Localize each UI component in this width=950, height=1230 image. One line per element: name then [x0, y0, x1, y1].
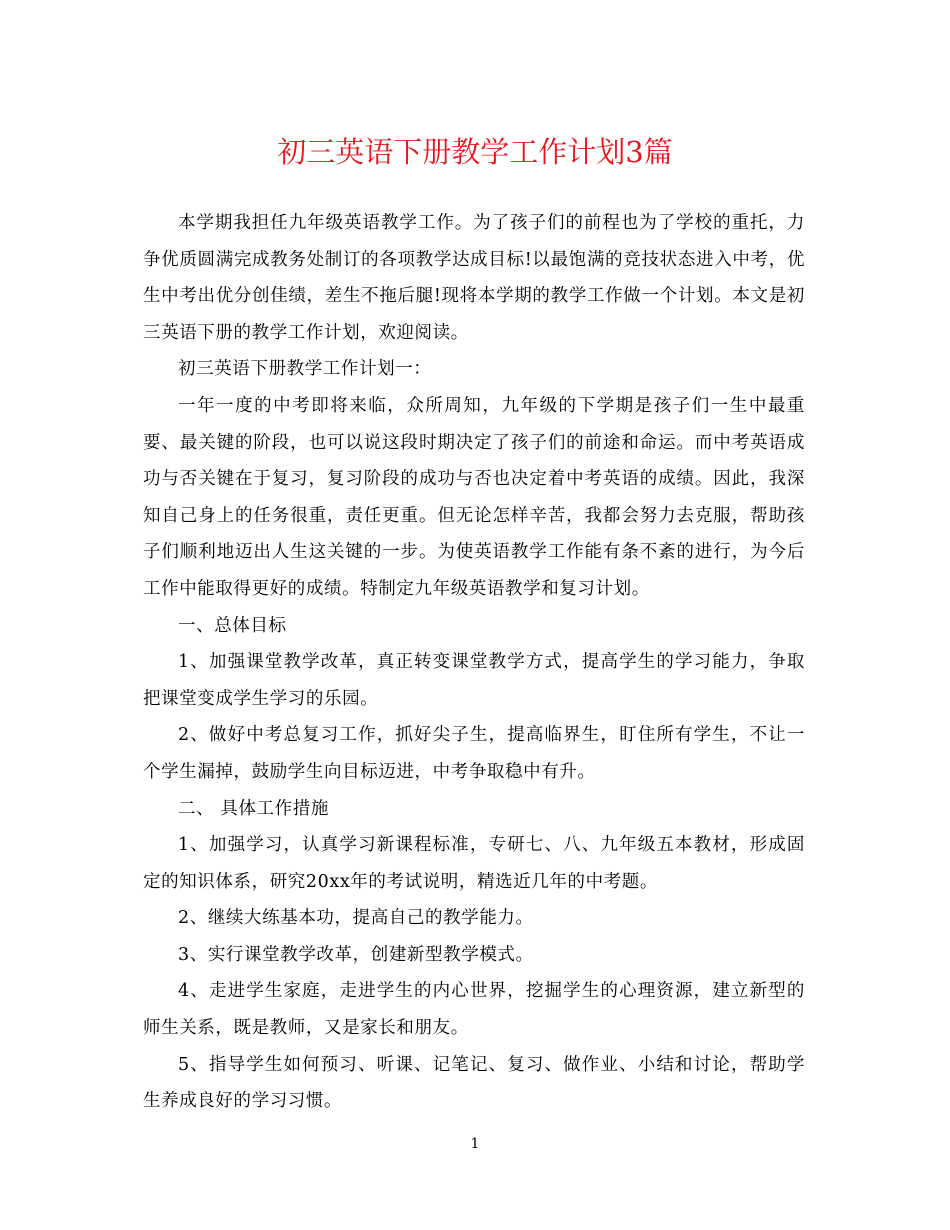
- measure-item-5: 5、指导学生如何预习、听课、记笔记、复习、做作业、小结和讨论，帮助学生养成良好的学习习惯。: [143, 1054, 805, 1112]
- section-heading-measures: 二、 具体工作措施: [178, 798, 329, 819]
- page-number: 1: [470, 1136, 480, 1152]
- intro-paragraph: 本学期我担任九年级英语教学工作。为了孩子们的前程也为了学校的重托，力争优质圆满完成教务处制订的各项教学达成目标!以最饱满的竞技状态进入中考，优生中考出优分创佳绩，差生不拖后腿!现将本学期的教学工作做一个计划。本文是初三英语下册的教学工作计划，欢迎阅读。: [143, 213, 805, 343]
- measure-item-3: 3、实行课堂教学改革，创建新型教学模式。: [178, 944, 534, 965]
- section-heading-overall-goals: 一、总体目标: [178, 615, 287, 636]
- measure-item-2: 2、继续大练基本功，提高自己的教学能力。: [178, 908, 534, 929]
- background-paragraph: 一年一度的中考即将来临，众所周知，九年级的下学期是孩子们一生中最重要、最关键的阶段，也可以说这段时期决定了孩子们的前途和命运。而中考英语成功与否关键在于复习，复习阶段的成功与否也决定着中考英语的成绩。因此，我深知自己身上的任务很重，责任更重。但无论怎样辛苦，我都会努力去克服，帮助孩子们顺利地迈出人生这关键的一步。为使英语教学工作能有条不紊的进行，为今后工作中能取得更好的成绩。特制定九年级英语教学和复习计划。: [143, 395, 805, 599]
- plan-one-heading: 初三英语下册教学工作计划一：: [178, 359, 432, 380]
- goal-item-1: 1、加强课堂教学改革，真正转变课堂教学方式，提高学生的学习能力，争取把课堂变成学生学习的乐园。: [143, 652, 805, 709]
- document-body: [143, 205, 805, 1120]
- measure-item-1: 1、加强学习，认真学习新课程标准，专研七、八、九年级五本教材，形成固定的知识体系，研究20xx年的考试说明，精选近几年的中考题。: [143, 835, 805, 892]
- measure-item-4: 4、走进学生家庭，走进学生的内心世界，挖掘学生的心理资源，建立新型的师生关系，既是教师，又是家长和朋友。: [143, 981, 805, 1039]
- goal-item-2: 2、做好中考总复习工作，抓好尖子生，提高临界生，盯住所有学生，不让一个学生漏掉，鼓励学生向目标迈进，中考争取稳中有升。: [143, 725, 805, 782]
- document-title: 初三英语下册教学工作计划3篇: [277, 135, 673, 169]
